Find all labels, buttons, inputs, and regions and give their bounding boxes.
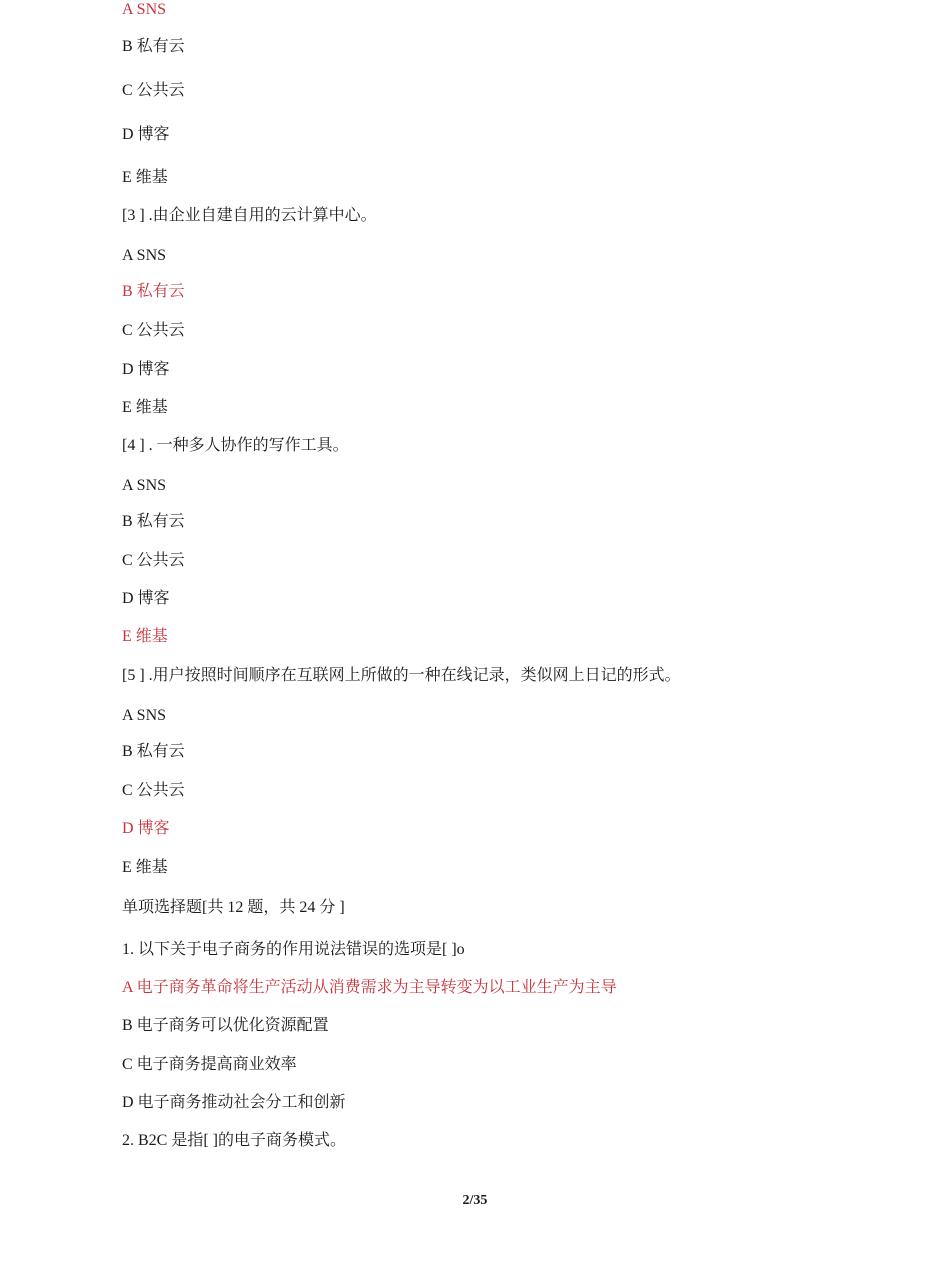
section-heading: 单项选择题[共 12 题，共 24 分 ] xyxy=(122,899,345,916)
option-a: A SNS xyxy=(122,247,167,264)
option-b: B 私有云 xyxy=(122,38,185,55)
option-b-highlighted: B 私有云 xyxy=(122,283,185,300)
option-c: C 公共云 xyxy=(122,322,185,339)
option-c: C 公共云 xyxy=(122,82,185,99)
option-d: D 博客 xyxy=(122,126,170,143)
question-1: 1. 以下关于电子商务的作用说法错误的选项是[ ]o xyxy=(122,941,465,958)
option-c: C 电子商务提高商业效率 xyxy=(122,1056,297,1073)
option-e-highlighted: E 维基 xyxy=(122,628,168,645)
option-b: B 私有云 xyxy=(122,513,185,530)
option-e: E 维基 xyxy=(122,859,168,876)
question-4: [4 ] . 一种多人协作的写作工具。 xyxy=(122,437,349,454)
question-2: 2. B2C 是指[ ]的电子商务模式。 xyxy=(122,1132,347,1149)
option-c: C 公共云 xyxy=(122,782,185,799)
option-d: D 博客 xyxy=(122,361,170,378)
option-d-highlighted: D 博客 xyxy=(122,820,170,837)
option-b: B 私有云 xyxy=(122,743,185,760)
option-a: A SNS xyxy=(122,477,167,494)
option-c: C 公共云 xyxy=(122,552,185,569)
option-e: E 维基 xyxy=(122,399,168,416)
option-a-highlighted: A SNS xyxy=(122,1,167,18)
option-d: D 博客 xyxy=(122,590,170,607)
page-number: 2/35 xyxy=(462,1193,488,1208)
option-d: D 电子商务推动社会分工和创新 xyxy=(122,1094,346,1111)
option-e: E 维基 xyxy=(122,169,168,186)
option-a: A SNS xyxy=(122,707,167,724)
option-a-highlighted: A 电子商务革命将生产活动从消费需求为主导转变为以工业生产为主导 xyxy=(122,979,617,996)
question-5: [5 ] .用户按照时间顺序在互联网上所做的一种在线记录，类似网上日记的形式。 xyxy=(122,667,681,684)
question-3: [3 ] .由企业自建自用的云计算中心。 xyxy=(122,207,377,224)
option-b: B 电子商务可以优化资源配置 xyxy=(122,1017,329,1034)
